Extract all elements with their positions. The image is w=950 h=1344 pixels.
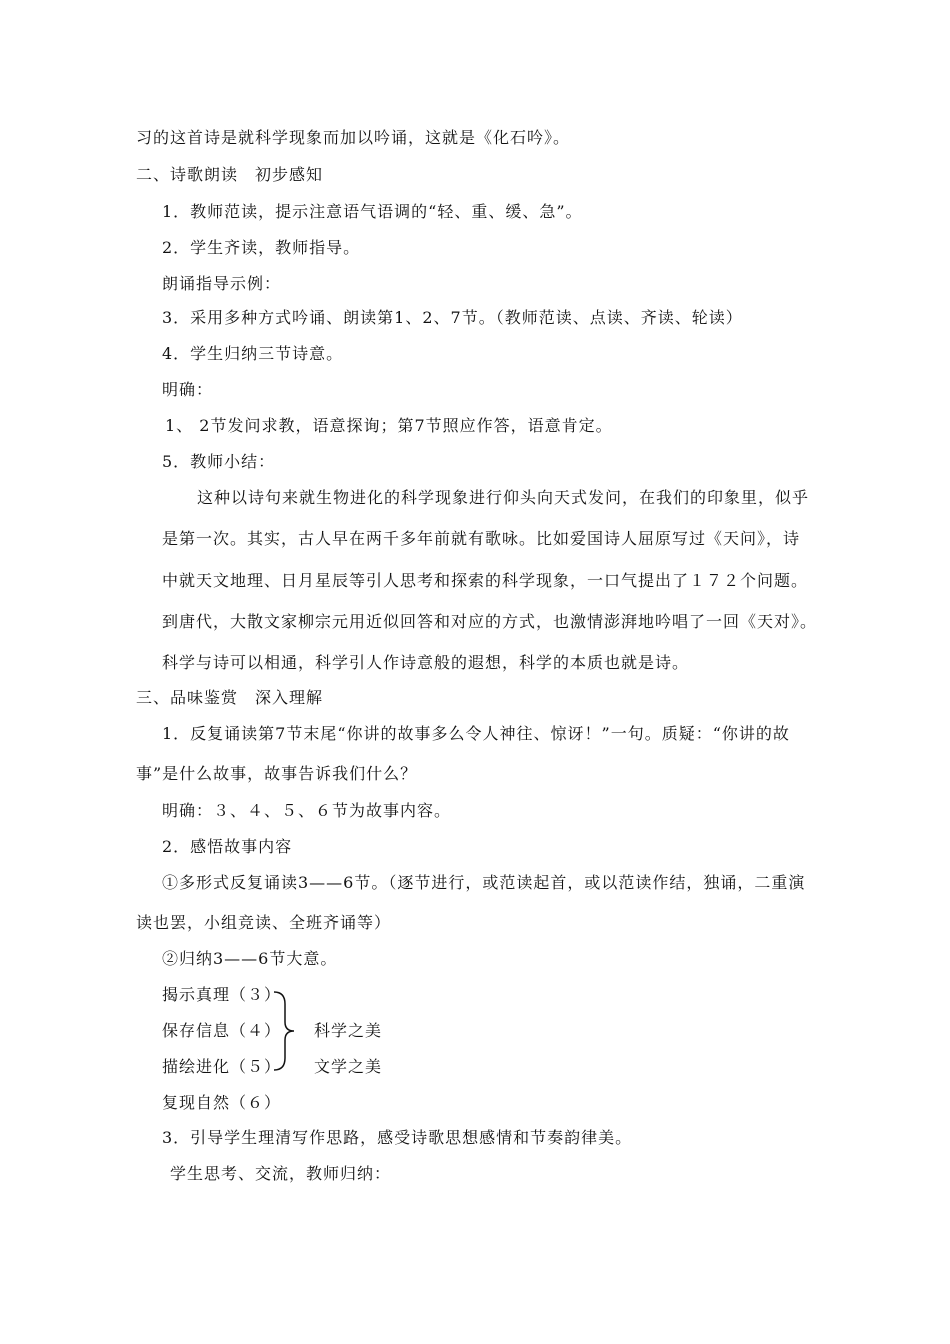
text-line: 朗诵指导示例： xyxy=(162,274,282,293)
text-line: 3．引导学生理清写作思路，感受诗歌思想感情和节奏韵律美。 xyxy=(162,1128,633,1147)
outline-category: 文学之美 xyxy=(314,1057,383,1076)
text-line: 科学与诗可以相通，科学引人作诗意般的遐想，科学的本质也就是诗。 xyxy=(162,653,690,672)
text-line: ②归纳3——6节大意。 xyxy=(162,949,338,968)
text-line: 3．采用多种方式吟诵、朗读第1、2、7节。（教师范读、点读、齐读、轮读） xyxy=(162,308,743,327)
text-line: 明确： xyxy=(162,380,214,399)
text-line: 4．学生归纳三节诗意。 xyxy=(162,344,344,363)
text-line: 1．教师范读，提示注意语气语调的“轻、重、缓、急”。 xyxy=(162,202,583,221)
section-heading: 二、诗歌朗读 初步感知 xyxy=(136,165,324,184)
outline-item: 描绘进化（５） xyxy=(162,1057,282,1076)
text-line: 这种以诗句来就生物进化的科学现象进行仰头向天式发问，在我们的印象里，似乎 xyxy=(197,488,810,507)
text-line: 2．学生齐读，教师指导。 xyxy=(162,238,361,257)
text-line: 到唐代，大散文家柳宗元用近似回答和对应的方式，也激情澎湃地吟唱了一回《天对》。 xyxy=(162,612,818,631)
text-line: 事”是什么故事，故事告诉我们什么？ xyxy=(136,764,418,783)
text-line: 学生思考、交流，教师归纳： xyxy=(170,1164,392,1183)
text-line: 明确：３、４、５、６节为故事内容。 xyxy=(162,801,452,820)
text-line: 1．反复诵读第7节末尾“你讲的故事多么令人神往、惊讶！”一句。质疑：“你讲的故 xyxy=(162,724,790,743)
text-line: 1、 2节发问求教，语意探询；第7节照应作答，语意肯定。 xyxy=(165,416,613,435)
outline-category: 科学之美 xyxy=(314,1021,383,1040)
text-line: ①多形式反复诵读3——6节。（逐节进行，或范读起首，或以范读作结，独诵，二重演 xyxy=(162,873,806,892)
outline-item: 揭示真理（３） xyxy=(162,985,282,1004)
text-line: 2．感悟故事内容 xyxy=(162,837,293,856)
text-line: 是第一次。其实，古人早在两千多年前就有歌咏。比如爱国诗人屈原写过《天问》，诗 xyxy=(162,529,801,548)
text-line: 5．教师小结： xyxy=(162,452,276,471)
brace-icon xyxy=(272,990,298,1072)
section-heading: 三、品味鉴赏 深入理解 xyxy=(136,688,324,707)
text-line: 习的这首诗是就科学现象而加以吟诵，这就是《化石吟》。 xyxy=(136,128,571,147)
outline-item: 复现自然（６） xyxy=(162,1093,282,1112)
outline-item: 保存信息（４） xyxy=(162,1021,282,1040)
text-line: 读也罢，小组竞读、全班齐诵等） xyxy=(136,913,392,932)
text-line: 中就天文地理、日月星辰等引人思考和探索的科学现象，一口气提出了１７２个问题。 xyxy=(162,571,809,590)
